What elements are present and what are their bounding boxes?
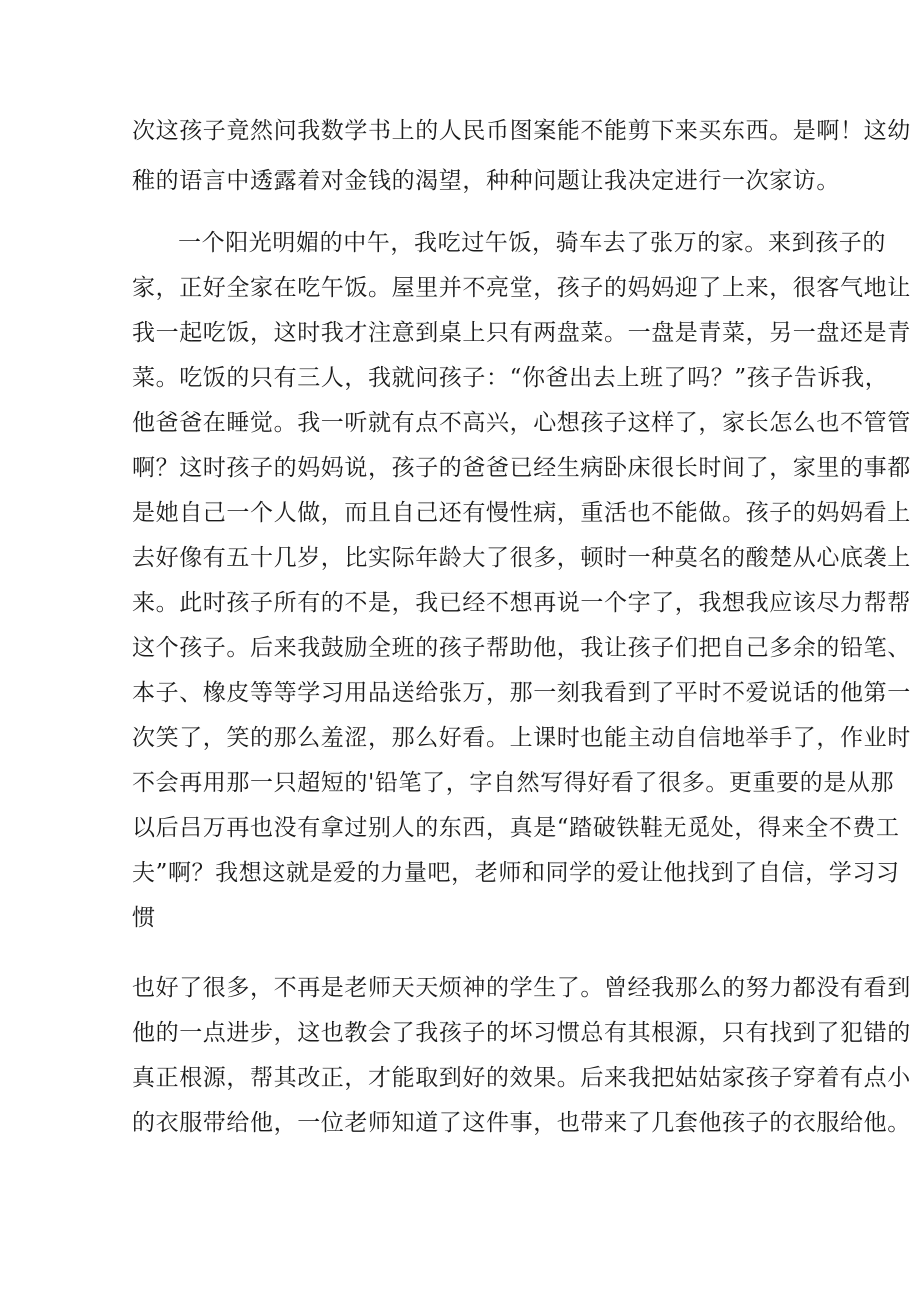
- text-line: 不会再用那一只超短的'铅笔了，字自然写得好看了很多。更重要的是从那: [132, 770, 895, 796]
- text-line: 他爸爸在睡觉。我一听就有点不高兴，心想孩子这样了，家长怎么也不管管: [132, 410, 911, 436]
- text-line: 本子、橡皮等等学习用品送给张万，那一刻我看到了平时不爱说话的他第一: [132, 680, 911, 706]
- text-line: 的衣服带给他，一位老师知道了这件事，也带来了几套他孩子的衣服给他。: [132, 1110, 911, 1136]
- text-line: 以后吕万再也没有拿过别人的东西，真是“踏破铁鞋无觅处，得来全不费工: [132, 815, 900, 841]
- text-line: 真正根源，帮其改正，才能取到好的效果。后来我把姑姑家孩子穿着有点小: [132, 1065, 911, 1091]
- text-line: 惯: [132, 905, 156, 931]
- text-line: 他的一点进步，这也教会了我孩子的坏习惯总有其根源，只有找到了犯错的: [132, 1020, 911, 1046]
- text-line: 啊？这时孩子的妈妈说，孩子的爸爸已经生病卧床很长时间了，家里的事都: [132, 455, 911, 481]
- text-line: 菜。吃饭的只有三人，我就问孩子：“你爸出去上班了吗？”孩子告诉我，: [132, 365, 889, 391]
- text-line: 一个阳光明媚的中午，我吃过午饭，骑车去了张万的家。来到孩子的: [178, 230, 886, 256]
- text-line: 我一起吃饭，这时我才注意到桌上只有两盘菜。一盘是青菜，另一盘还是青: [132, 320, 911, 346]
- text-line: 家，正好全家在吃午饭。屋里并不亮堂，孩子的妈妈迎了上来，很客气地让: [132, 275, 911, 301]
- text-line: 来。此时孩子所有的不是，我已经不想再说一个字了，我想我应该尽力帮帮: [132, 590, 911, 616]
- text-line: 也好了很多，不再是老师天天烦神的学生了。曾经我那么的努力都没有看到: [132, 975, 911, 1001]
- text-line: 次笑了，笑的那么羞涩，那么好看。上课时也能主动自信地举手了，作业时: [132, 725, 911, 751]
- text-line: 次这孩子竟然问我数学书上的人民币图案能不能剪下来买东西。是啊！这幼: [132, 118, 911, 144]
- text-line: 去好像有五十几岁，比实际年龄大了很多，顿时一种莫名的酸楚从心底袭上: [132, 545, 911, 571]
- text-line: 稚的语言中透露着对金钱的渴望，种种问题让我决定进行一次家访。: [132, 168, 840, 194]
- text-line: 这个孩子。后来我鼓励全班的孩子帮助他，我让孩子们把自己多余的铅笔、: [132, 635, 911, 661]
- text-line: 是她自己一个人做，而且自己还有慢性病，重活也不能做。孩子的妈妈看上: [132, 500, 911, 526]
- text-line: 夫”啊？我想这就是爱的力量吧，老师和同学的爱让他找到了自信，学习习: [132, 860, 900, 886]
